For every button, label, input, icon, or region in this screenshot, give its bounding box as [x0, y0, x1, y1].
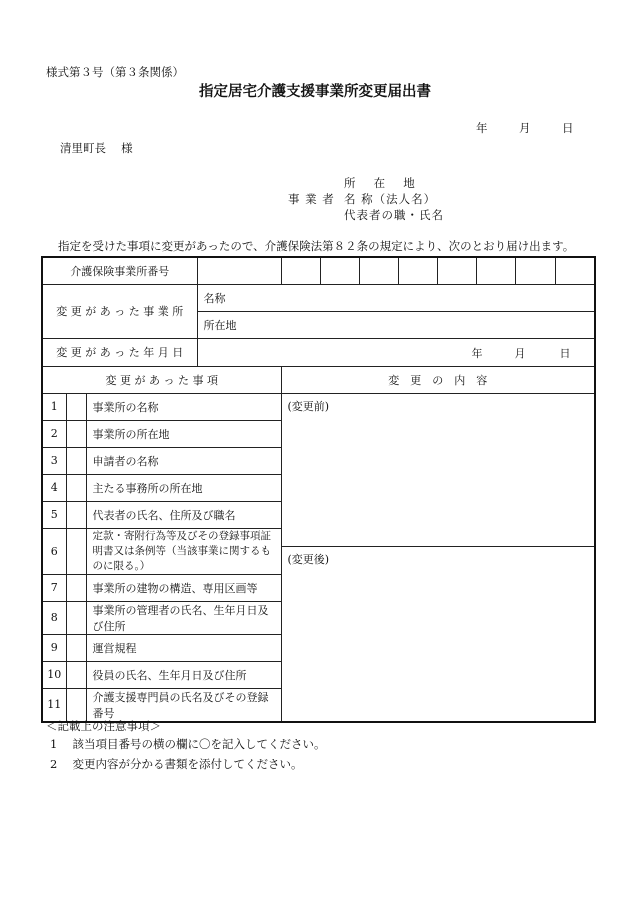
- insurance-number-box-3[interactable]: [320, 257, 359, 284]
- item-label: 役員の氏名、生年月日及び住所: [86, 661, 281, 688]
- items-header: 変 更 が あ っ た 事 項: [42, 366, 281, 393]
- date-year-label: 年: [476, 121, 488, 135]
- insurance-number-box-6[interactable]: [437, 257, 476, 284]
- business-label: 事 業 者: [288, 192, 335, 206]
- office-name-label: 名称: [203, 291, 226, 305]
- item-number: 3: [42, 447, 66, 474]
- insurance-number-box-1[interactable]: [197, 257, 281, 284]
- item-check-box[interactable]: [66, 474, 86, 501]
- item-label: 代表者の氏名、住所及び職名: [86, 501, 281, 528]
- item-check-box[interactable]: [66, 528, 86, 574]
- item-number: 10: [42, 661, 66, 688]
- item-check-box[interactable]: [66, 688, 86, 722]
- item-label: 介護支援専門員の氏名及びその登録番号: [86, 688, 281, 722]
- office-address-label: 所在地: [203, 318, 237, 332]
- insurance-number-box-2[interactable]: [281, 257, 320, 284]
- item-check-box[interactable]: [66, 447, 86, 474]
- item-check-box[interactable]: [66, 634, 86, 661]
- business-representative-label: 代表者の職・氏名: [344, 208, 444, 222]
- change-date-month: 月: [514, 346, 526, 360]
- before-change-field[interactable]: [281, 393, 595, 546]
- insurance-number-row: [42, 257, 595, 284]
- item-label: 事業所の管理者の氏名、生年月日及び住所: [86, 601, 281, 634]
- change-date-label: 変 更 が あ っ た 年 月 日: [42, 338, 197, 366]
- item-number: 8: [42, 601, 66, 634]
- item-number: 11: [42, 688, 66, 722]
- notes-heading: ＜記載上の注意事項＞: [46, 719, 161, 733]
- insurance-number-box-7[interactable]: [476, 257, 515, 284]
- insurance-number-box-9[interactable]: [555, 257, 595, 284]
- note-item: 1 該当項目番号の横の欄に〇を記入してください。: [50, 737, 326, 751]
- change-date-year: 年: [471, 346, 483, 360]
- business-location-label: 所 在 地: [344, 176, 416, 190]
- change-date-field[interactable]: [197, 338, 595, 366]
- insurance-number-box-4[interactable]: [359, 257, 398, 284]
- item-number: 5: [42, 501, 66, 528]
- before-change-label: (変更前): [287, 399, 330, 413]
- item-label: 運営規程: [86, 634, 281, 661]
- change-date-day: 日: [559, 346, 571, 360]
- after-change-label: (変更後): [287, 552, 330, 566]
- item-check-box[interactable]: [66, 601, 86, 634]
- note-item: 2 変更内容が分かる書類を添付してください。: [50, 757, 303, 771]
- item-label: 事業所の建物の構造、専用区画等: [86, 574, 281, 601]
- item-check-box[interactable]: [66, 661, 86, 688]
- item-check-box[interactable]: [66, 574, 86, 601]
- document-title: 指定居宅介護支援事業所変更届出書: [199, 83, 431, 100]
- item-label: 事業所の所在地: [86, 420, 281, 447]
- content-header: 変 更 の 内 容: [281, 366, 595, 393]
- addressee: 清里町長 様: [60, 141, 133, 155]
- change-notification-table: [41, 256, 596, 723]
- office-name-field[interactable]: [197, 284, 595, 311]
- after-change-field[interactable]: [281, 546, 595, 722]
- item-number: 6: [42, 528, 66, 574]
- item-label: 主たる事務所の所在地: [86, 474, 281, 501]
- item-check-box[interactable]: [66, 501, 86, 528]
- item-number: 4: [42, 474, 66, 501]
- date-month-label: 月: [519, 121, 531, 135]
- form-number: 様式第３号（第３条関係）: [46, 65, 184, 79]
- item-number: 1: [42, 393, 66, 420]
- insurance-number-label: 介護保険事業所番号: [42, 257, 197, 284]
- item-number: 7: [42, 574, 66, 601]
- item-label: 定款・寄附行為等及びその登録事項証明書又は条例等（当該事業に関するものに限る。）: [86, 528, 281, 574]
- table-row: [42, 393, 595, 420]
- item-number: 9: [42, 634, 66, 661]
- item-label: 申請者の名称: [86, 447, 281, 474]
- business-name-label: 名 称（法人名）: [344, 192, 437, 206]
- intro-statement: 指定を受けた事項に変更があったので、介護保険法第８２条の規定により、次のとおり届け出ます。: [58, 239, 575, 253]
- date-day-label: 日: [562, 121, 574, 135]
- item-label: 事業所の名称: [86, 393, 281, 420]
- item-check-box[interactable]: [66, 393, 86, 420]
- office-label: 変 更 が あ っ た 事 業 所: [42, 284, 197, 338]
- insurance-number-box-5[interactable]: [398, 257, 437, 284]
- item-check-box[interactable]: [66, 420, 86, 447]
- item-number: 2: [42, 420, 66, 447]
- office-address-field[interactable]: [197, 311, 595, 338]
- insurance-number-box-8[interactable]: [515, 257, 555, 284]
